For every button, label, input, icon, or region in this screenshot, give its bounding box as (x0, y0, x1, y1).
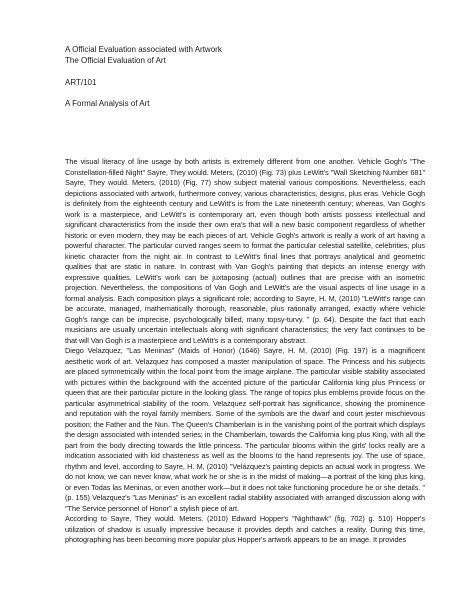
document-title-line-1: A Official Evaluation associated with Artwork (65, 45, 222, 54)
paragraph: Diego Velazquez, "Las Meninas" (Maids of Honor) (1646) Sayre, H. M, (2010) (Fig. 197) is a magnificent aesthetic work of art. Velazquez has composed a master manipulation of space. The Princess and his subjects are placed symmetrically within the focal point from the image airplane. The particular visible stability associated with pictures within the background with the accented picture of the particular California king plus Princess or queen that are their particular picture in the looking glass. The range of topics plus emblems provide focus on the particular asymmetrical stability of the room. Velazquez self-portrait has significance, showing the prominence and reputation with the royal family members. Some of the symbols are the dwarf and court jester mischievous position; the Father and the Nun. The Queen's Chamberlain is in the vanishing point of the portrait which displays the design associated with intended series; in the Chamberlain, towards the California king plus King, with all the part from the body directing towards the little princess. The particular blooms within the girls' locks really are a indication associated with kid chasteness as well as the blooms to the hand represents joy. The use of space, rhythm and level, according to Sayre, H. M, (2010) "Velázquez's painting depicts an actual work in progress. We do not know, we can never know, what work he or she is in the midst of making—a portrait of the king plus king, or even Todas las Meninas, or even another work—but it does not take functioning procedure he or she details. " (p. 155) Velazquez's "Las Meninas" is an excellent radial stability associated with arranged discussion along with "The Service personnel of Honor" a stylish piece of art. (65, 346, 425, 513)
paragraph: The visual literacy of line usage by both artists is extremely different from one another. Vehicle Gogh's "The Constellation-filled Night" Sayre, They would. Meters, (2010) (Fig. 73) plus LeWitt's "Wall Sketching Number 681" Sayre, They would. Meters, (2010) (Fig. 77) show subject material various compositions. Nevertheless, each depictions associated with artwork, furthermore convey, various characteristics, designs, plus eras. Vehicle Gogh is definitely from the eighteenth century and LeWitt's is from the Late nineteenth century; whereas, Van Gogh's work is a masterpiece, and LeWitt's is contemporary art, even though both artists possess intellectual and significant characteristics from the inside their own era's that will a new basic component regardless of whether historic or even modern, they may be each pieces of art. Vehicle Gogh's artwork is really a work of art having a powerful character. The particular curved ranges seem to format the particular celestial satellite, celebrities, plus kinetic character from the night air. In contrast to LeWitt's final lines that portrays analytical and geometric qualities that are static in nature. In contrast with Van Gogh's painting that depicts an intense energy with expressive qualities. LeWitt's work can be juxtaposing (actual) outlines that are precise with an isometric projection. Nevertheless, the compositions of Van Gogh and LeWitt's are the visual aspects of line usage in a formal analysis. Each composition plays a significant role; according to Sayre, H. M, (2010) "LeWitt's range can be accurate, managed, mathematically thorough, reasonable, plus rationally arranged, exactly where vehicle Gogh's range can be imprecise, psychologically billed, many topsy-turvy. " (p. 64). Despite the fact that each musicians are usually uncertain intellectuals along with significant characteristics; the very fact continues to be that will Van Gogh is a masterpiece and LeWitt's is a contemporary abstract. (65, 157, 425, 345)
essay-body (65, 157, 425, 546)
essay-title: A Formal Analysis of Art (65, 99, 150, 108)
course-code: ART/101 (65, 78, 97, 87)
document-page (65, 0, 425, 613)
document-title-line-2: The Official Evaluation of Art (65, 56, 166, 65)
paragraph: According to Sayre, They would. Meters. (2010) Edward Hopper's "Nighthawk" (fig. 702) g. 510) Hopper's utilization of shadow is usually impressive because it provides depth and catches a reality. During this time, photographing has been becoming more popular plus Hopper's artwork appears to be an image. It provides (65, 514, 425, 544)
